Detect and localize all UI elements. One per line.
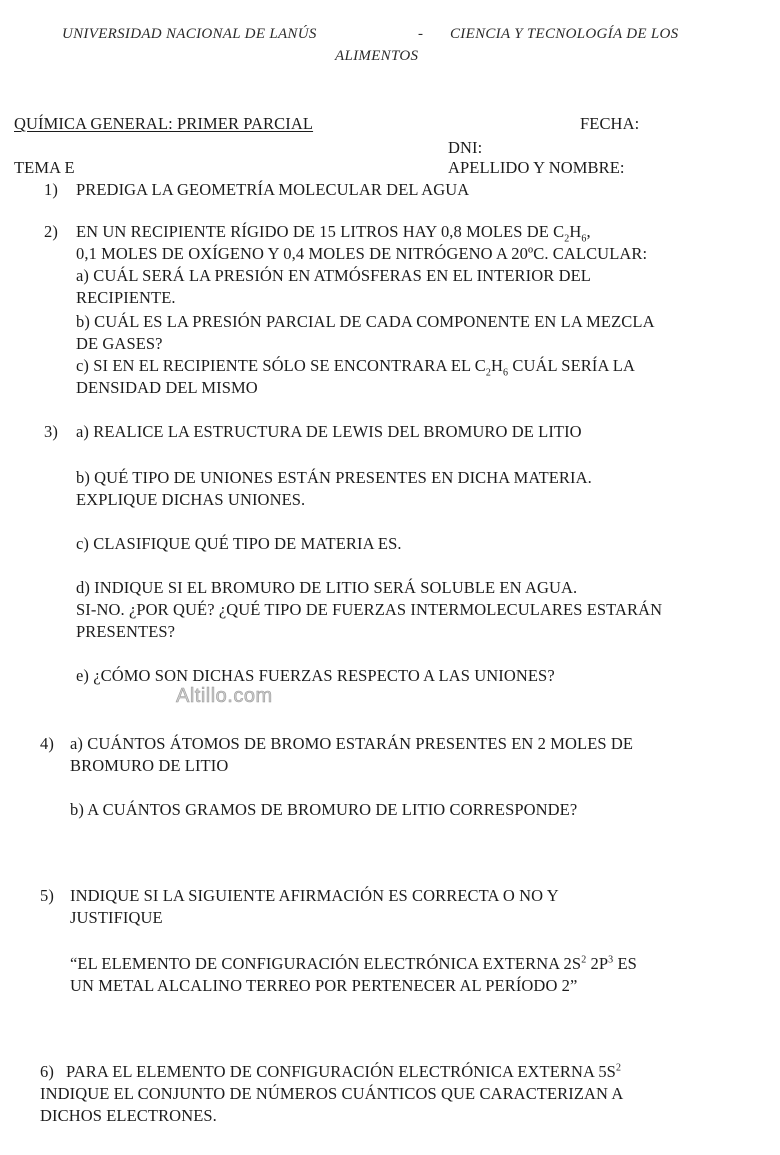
q3-b-line2: EXPLIQUE DICHAS UNIONES. — [76, 490, 306, 509]
q3-d-line1: d) INDIQUE SI EL BROMURO DE LITIO SERÁ SOLUBLE EN AGUA. — [76, 578, 578, 597]
dni-label: DNI: — [448, 138, 483, 157]
fecha-label: FECHA: — [580, 114, 640, 133]
q2-b-line2: DE GASES? — [76, 334, 163, 353]
altillo-watermark: Altillo.com — [176, 685, 273, 707]
apellido-nombre-label: APELLIDO Y NOMBRE: — [448, 158, 625, 177]
q5-quote-line1: “EL ELEMENTO DE CONFIGURACIÓN ELECTRÓNICA EXTERNA $2S^2$ $2P^3$ ES — [70, 954, 637, 973]
q6-number: 6) — [40, 1062, 54, 1081]
q5-number: 5) — [40, 886, 54, 905]
q3-e: e) ¿CÓMO SON DICHAS FUERZAS RESPECTO A LAS UNIONES? — [76, 666, 555, 685]
q3-d-line3: PRESENTES? — [76, 622, 176, 641]
q4-a-line2: BROMURO DE LITIO — [70, 756, 229, 775]
q3-number: 3) — [44, 422, 58, 441]
q4-number: 4) — [40, 734, 54, 753]
q2-line2: 0,1 MOLES DE OXÍGENO Y 0,4 MOLES DE NITRÓGENO A 20ºC. CALCULAR: — [76, 244, 648, 263]
career-name-line1: CIENCIA Y TECNOLOGÍA DE LOS — [450, 26, 679, 42]
q5-line1: INDIQUE SI LA SIGUIENTE AFIRMACIÓN ES CORRECTA O NO Y — [70, 886, 559, 905]
q5-quote-line2: UN METAL ALCALINO TERREO POR PERTENECER AL PERÍODO 2” — [70, 976, 578, 995]
q6-line2: INDIQUE EL CONJUNTO DE NÚMEROS CUÁNTICOS QUE CARACTERIZAN A — [40, 1084, 624, 1103]
q5-line2: JUSTIFIQUE — [70, 908, 163, 927]
q2-line1: EN UN RECIPIENTE RÍGIDO DE 15 LITROS HAY 0,8 MOLES DE $C_2H_6$, — [76, 222, 591, 245]
header-separator: - — [418, 26, 424, 42]
q1-text: PREDIGA LA GEOMETRÍA MOLECULAR DEL AGUA — [76, 180, 470, 199]
q2-a-line1: a) CUÁL SERÁ LA PRESIÓN EN ATMÓSFERAS EN EL INTERIOR DEL — [76, 266, 591, 285]
tema-label: TEMA E — [14, 158, 75, 177]
q3-b-line1: b) QUÉ TIPO DE UNIONES ESTÁN PRESENTES EN DICHA MATERIA. — [76, 468, 592, 487]
q3-a: a) REALICE LA ESTRUCTURA DE LEWIS DEL BROMURO DE LITIO — [76, 422, 582, 441]
q3-d-line2: SI-NO. ¿POR QUÉ? ¿QUÉ TIPO DE FUERZAS INTERMOLECULARES ESTARÁN — [76, 600, 663, 619]
q1-number: 1) — [44, 180, 58, 199]
q2-c-line1: c) SI EN EL RECIPIENTE SÓLO SE ENCONTRARA EL $C_2H_6$ CUÁL SERÍA LA — [76, 356, 635, 379]
q2-number: 2) — [44, 222, 58, 241]
q6-line1: PARA EL ELEMENTO DE CONFIGURACIÓN ELECTRÓNICA EXTERNA $5S^2$ — [66, 1062, 622, 1081]
career-name-line2: ALIMENTOS — [335, 48, 419, 64]
q2-b-line1: b) CUÁL ES LA PRESIÓN PARCIAL DE CADA COMPONENTE EN LA MEZCLA — [76, 312, 655, 331]
q4-a-line1: a) CUÁNTOS ÁTOMOS DE BROMO ESTARÁN PRESENTES EN 2 MOLES DE — [70, 734, 634, 753]
exam-title: QUÍMICA GENERAL: PRIMER PARCIAL — [14, 114, 314, 133]
q6-line3: DICHOS ELECTRONES. — [40, 1106, 217, 1125]
university-name: UNIVERSIDAD NACIONAL DE LANÚS — [62, 26, 317, 42]
q2-a-line2: RECIPIENTE. — [76, 288, 176, 307]
q3-c: c) CLASIFIQUE QUÉ TIPO DE MATERIA ES. — [76, 534, 402, 553]
q2-c-line2: DENSIDAD DEL MISMO — [76, 378, 258, 397]
q4-b: b) A CUÁNTOS GRAMOS DE BROMURO DE LITIO CORRESPONDE? — [70, 800, 578, 819]
